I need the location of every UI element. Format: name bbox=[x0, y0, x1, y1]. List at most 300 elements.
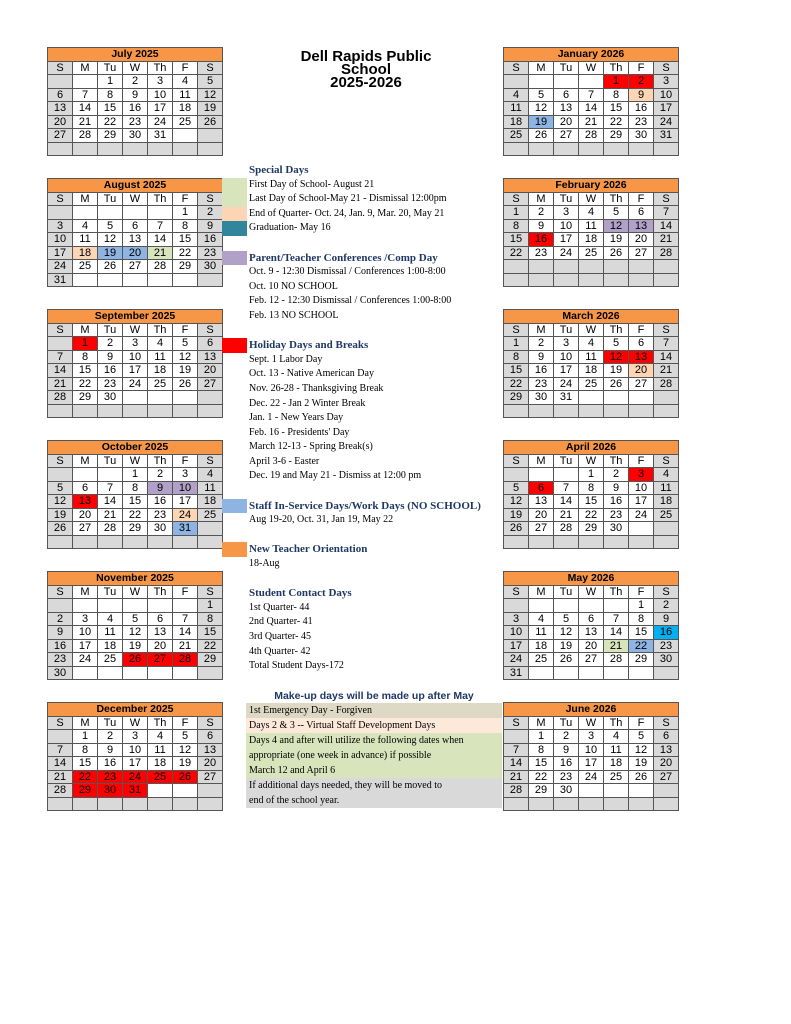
week-row bbox=[48, 377, 223, 391]
day-cell: 24 bbox=[579, 770, 604, 784]
title-line-1: Dell Rapids Public bbox=[300, 48, 432, 65]
day-cell: 26 bbox=[48, 522, 73, 536]
week-row bbox=[504, 337, 679, 351]
weekday-header: Tu bbox=[98, 454, 123, 468]
legend-swatch bbox=[222, 178, 247, 193]
empty-cell bbox=[123, 273, 148, 287]
empty-cell bbox=[604, 797, 629, 811]
day-cell: 2 bbox=[148, 468, 173, 482]
week-row bbox=[504, 508, 679, 522]
week-row bbox=[504, 612, 679, 626]
legend-text: Special Days bbox=[249, 164, 309, 176]
day-cell: 10 bbox=[123, 350, 148, 364]
empty-cell bbox=[629, 797, 654, 811]
day-cell: 4 bbox=[173, 75, 198, 89]
day-cell: 16 bbox=[529, 233, 554, 247]
day-cell: 6 bbox=[73, 481, 98, 495]
legend-item bbox=[222, 192, 502, 207]
legend-text: New Teacher Orientation bbox=[249, 543, 368, 556]
weekday-header: W bbox=[579, 192, 604, 206]
day-cell: 25 bbox=[604, 770, 629, 784]
day-cell: 21 bbox=[554, 508, 579, 522]
day-cell: 19 bbox=[173, 364, 198, 378]
weekday-header: M bbox=[529, 192, 554, 206]
day-cell: 26 bbox=[173, 770, 198, 784]
empty-cell bbox=[198, 784, 223, 798]
legend-text: Oct. 10 NO SCHOOL bbox=[249, 280, 338, 292]
week-row bbox=[48, 404, 223, 418]
week-row bbox=[48, 337, 223, 351]
day-cell: 14 bbox=[654, 350, 679, 364]
month-calendar bbox=[503, 47, 679, 156]
legend-text: Parent/Teacher Conferences /Comp Day bbox=[249, 251, 438, 264]
day-cell: 5 bbox=[173, 730, 198, 744]
legend-text: Dec. 19 and May 21 - Dismiss at 12:00 pm bbox=[249, 470, 422, 482]
day-cell: 25 bbox=[654, 508, 679, 522]
week-row bbox=[504, 666, 679, 680]
week-row bbox=[48, 206, 223, 220]
day-cell: 24 bbox=[654, 115, 679, 129]
week-row bbox=[48, 481, 223, 495]
day-cell: 26 bbox=[98, 260, 123, 274]
weekday-header: M bbox=[73, 716, 98, 730]
title-line-3: 2025-2026 bbox=[330, 74, 402, 91]
day-cell: 22 bbox=[123, 508, 148, 522]
weekday-header: S bbox=[198, 192, 223, 206]
week-row bbox=[48, 639, 223, 653]
weekday-header: Tu bbox=[554, 323, 579, 337]
day-cell: 25 bbox=[173, 115, 198, 129]
weekday-header: F bbox=[173, 323, 198, 337]
day-cell: 16 bbox=[98, 757, 123, 771]
empty-cell bbox=[604, 391, 629, 405]
day-cell: 5 bbox=[173, 337, 198, 351]
legend-heading bbox=[222, 586, 502, 601]
day-cell: 16 bbox=[604, 495, 629, 509]
day-cell: 17 bbox=[73, 639, 98, 653]
day-cell: 22 bbox=[579, 508, 604, 522]
day-cell: 18 bbox=[148, 364, 173, 378]
day-cell: 6 bbox=[579, 612, 604, 626]
month-title-december-2025: December 2025 bbox=[48, 703, 223, 717]
empty-cell bbox=[504, 730, 529, 744]
empty-cell bbox=[173, 599, 198, 613]
weekday-header: S bbox=[198, 585, 223, 599]
day-cell: 24 bbox=[73, 653, 98, 667]
weekday-header: F bbox=[629, 192, 654, 206]
day-cell: 23 bbox=[98, 377, 123, 391]
week-row bbox=[504, 730, 679, 744]
legend-item bbox=[222, 440, 502, 455]
day-cell: 10 bbox=[554, 219, 579, 233]
week-row bbox=[504, 404, 679, 418]
day-cell: 27 bbox=[48, 129, 73, 143]
day-cell: 9 bbox=[654, 612, 679, 626]
day-cell: 21 bbox=[654, 233, 679, 247]
empty-cell bbox=[629, 391, 654, 405]
day-cell: 2 bbox=[529, 206, 554, 220]
weekday-header: S bbox=[504, 716, 529, 730]
empty-cell bbox=[123, 599, 148, 613]
week-row bbox=[504, 206, 679, 220]
day-cell: 27 bbox=[73, 522, 98, 536]
week-row bbox=[504, 535, 679, 549]
day-cell: 20 bbox=[198, 364, 223, 378]
day-cell: 9 bbox=[198, 219, 223, 233]
legend-heading bbox=[222, 499, 502, 514]
empty-cell bbox=[198, 522, 223, 536]
week-row bbox=[504, 743, 679, 757]
day-cell: 11 bbox=[579, 219, 604, 233]
day-cell: 12 bbox=[198, 88, 223, 102]
day-cell: 28 bbox=[73, 129, 98, 143]
empty-cell bbox=[148, 535, 173, 549]
weekday-header: S bbox=[504, 454, 529, 468]
day-cell: 15 bbox=[504, 233, 529, 247]
day-cell: 5 bbox=[48, 481, 73, 495]
day-cell: 16 bbox=[98, 364, 123, 378]
empty-cell bbox=[98, 666, 123, 680]
day-cell: 4 bbox=[529, 612, 554, 626]
day-cell: 5 bbox=[198, 75, 223, 89]
day-cell: 22 bbox=[98, 115, 123, 129]
day-cell: 20 bbox=[198, 757, 223, 771]
day-cell: 19 bbox=[629, 757, 654, 771]
empty-cell bbox=[654, 142, 679, 156]
empty-cell bbox=[48, 797, 73, 811]
empty-cell bbox=[73, 142, 98, 156]
weekday-header: F bbox=[629, 585, 654, 599]
day-cell: 21 bbox=[579, 115, 604, 129]
empty-cell bbox=[98, 273, 123, 287]
day-cell: 27 bbox=[148, 653, 173, 667]
day-cell: 9 bbox=[529, 350, 554, 364]
day-cell: 23 bbox=[48, 653, 73, 667]
day-cell: 23 bbox=[604, 508, 629, 522]
day-cell: 12 bbox=[629, 743, 654, 757]
month-calendar bbox=[503, 702, 679, 811]
day-cell: 17 bbox=[554, 364, 579, 378]
legend-item bbox=[222, 397, 502, 412]
day-cell: 12 bbox=[554, 626, 579, 640]
day-cell: 4 bbox=[579, 337, 604, 351]
day-cell: 18 bbox=[173, 102, 198, 116]
day-cell: 3 bbox=[554, 206, 579, 220]
empty-cell bbox=[48, 206, 73, 220]
day-cell: 17 bbox=[654, 102, 679, 116]
weekday-header: M bbox=[73, 323, 98, 337]
day-cell: 14 bbox=[579, 102, 604, 116]
day-cell: 22 bbox=[629, 639, 654, 653]
day-cell: 1 bbox=[504, 337, 529, 351]
legend-text: Feb. 13 NO SCHOOL bbox=[249, 309, 339, 321]
day-cell: 31 bbox=[173, 522, 198, 536]
weekday-header: Tu bbox=[98, 716, 123, 730]
legend-text: Aug 19-20, Oct. 31, Jan 19, May 22 bbox=[249, 514, 394, 526]
month-calendar bbox=[47, 440, 223, 549]
weekday-header: S bbox=[504, 323, 529, 337]
day-cell: 12 bbox=[504, 495, 529, 509]
empty-cell bbox=[604, 784, 629, 798]
empty-cell bbox=[98, 142, 123, 156]
empty-cell bbox=[554, 142, 579, 156]
empty-cell bbox=[73, 797, 98, 811]
day-cell: 17 bbox=[579, 757, 604, 771]
week-row bbox=[504, 599, 679, 613]
week-row bbox=[48, 364, 223, 378]
empty-cell bbox=[148, 142, 173, 156]
day-cell: 2 bbox=[629, 75, 654, 89]
day-cell: 7 bbox=[579, 88, 604, 102]
day-cell: 28 bbox=[554, 522, 579, 536]
day-cell: 6 bbox=[148, 612, 173, 626]
weekday-header: F bbox=[629, 61, 654, 75]
day-cell: 1 bbox=[529, 730, 554, 744]
day-cell: 20 bbox=[148, 639, 173, 653]
day-cell: 4 bbox=[148, 730, 173, 744]
day-cell: 23 bbox=[554, 770, 579, 784]
day-cell: 8 bbox=[579, 481, 604, 495]
empty-cell bbox=[73, 206, 98, 220]
empty-cell bbox=[654, 391, 679, 405]
day-cell: 29 bbox=[123, 522, 148, 536]
day-cell: 21 bbox=[173, 639, 198, 653]
week-row bbox=[48, 797, 223, 811]
school-title bbox=[266, 50, 466, 89]
day-cell: 19 bbox=[98, 246, 123, 260]
day-cell: 6 bbox=[554, 88, 579, 102]
day-cell: 18 bbox=[148, 757, 173, 771]
day-cell: 29 bbox=[629, 653, 654, 667]
title-line-2: School bbox=[340, 61, 391, 78]
day-cell: 29 bbox=[73, 784, 98, 798]
empty-cell bbox=[148, 784, 173, 798]
day-cell: 30 bbox=[654, 653, 679, 667]
day-cell: 2 bbox=[98, 730, 123, 744]
day-cell: 19 bbox=[48, 508, 73, 522]
day-cell: 5 bbox=[98, 219, 123, 233]
day-cell: 17 bbox=[173, 495, 198, 509]
week-row bbox=[504, 639, 679, 653]
day-cell: 18 bbox=[604, 757, 629, 771]
makeup-row: appropriate (one week in advance) if possible bbox=[246, 748, 502, 763]
day-cell: 4 bbox=[148, 337, 173, 351]
empty-cell bbox=[198, 797, 223, 811]
day-cell: 6 bbox=[629, 206, 654, 220]
empty-cell bbox=[579, 142, 604, 156]
week-row bbox=[504, 142, 679, 156]
legend-swatch bbox=[222, 192, 247, 207]
day-cell: 5 bbox=[604, 206, 629, 220]
day-cell: 23 bbox=[98, 770, 123, 784]
weekday-header: F bbox=[173, 716, 198, 730]
legend-text: 1st Quarter- 44 bbox=[249, 601, 310, 613]
weekday-header: W bbox=[579, 61, 604, 75]
day-cell: 2 bbox=[123, 75, 148, 89]
empty-cell bbox=[529, 468, 554, 482]
day-cell: 27 bbox=[198, 377, 223, 391]
weekday-header: S bbox=[48, 716, 73, 730]
day-cell: 26 bbox=[604, 246, 629, 260]
empty-cell bbox=[579, 260, 604, 274]
day-cell: 12 bbox=[173, 350, 198, 364]
empty-cell bbox=[554, 273, 579, 287]
weekday-header: W bbox=[123, 61, 148, 75]
day-cell: 30 bbox=[148, 522, 173, 536]
day-cell: 9 bbox=[554, 743, 579, 757]
legend-item bbox=[222, 601, 502, 616]
month-calendar bbox=[503, 440, 679, 549]
day-cell: 21 bbox=[654, 364, 679, 378]
week-row bbox=[48, 115, 223, 129]
empty-cell bbox=[579, 666, 604, 680]
empty-cell bbox=[579, 391, 604, 405]
day-cell: 16 bbox=[529, 364, 554, 378]
legend-heading bbox=[222, 163, 502, 178]
weekday-header: S bbox=[654, 323, 679, 337]
weekday-header: S bbox=[48, 323, 73, 337]
day-cell: 31 bbox=[123, 784, 148, 798]
empty-cell bbox=[48, 599, 73, 613]
day-cell: 5 bbox=[529, 88, 554, 102]
day-cell: 12 bbox=[98, 233, 123, 247]
empty-cell bbox=[198, 391, 223, 405]
empty-cell bbox=[604, 142, 629, 156]
day-cell: 16 bbox=[654, 626, 679, 640]
day-cell: 13 bbox=[73, 495, 98, 509]
day-cell: 8 bbox=[73, 350, 98, 364]
day-cell: 21 bbox=[48, 377, 73, 391]
day-cell: 20 bbox=[654, 757, 679, 771]
day-cell: 6 bbox=[654, 730, 679, 744]
day-cell: 13 bbox=[554, 102, 579, 116]
week-row bbox=[48, 88, 223, 102]
day-cell: 24 bbox=[629, 508, 654, 522]
day-cell: 21 bbox=[604, 639, 629, 653]
makeup-notes bbox=[246, 703, 502, 808]
day-cell: 19 bbox=[529, 115, 554, 129]
weekday-header: S bbox=[654, 192, 679, 206]
day-cell: 17 bbox=[148, 102, 173, 116]
legend-text: Feb. 12 - 12:30 Dismissal / Conferences 1:00-8:00 bbox=[249, 295, 452, 307]
day-cell: 24 bbox=[48, 260, 73, 274]
week-row bbox=[48, 784, 223, 798]
empty-cell bbox=[123, 206, 148, 220]
day-cell: 12 bbox=[604, 219, 629, 233]
day-cell: 14 bbox=[604, 626, 629, 640]
day-cell: 13 bbox=[629, 219, 654, 233]
week-row bbox=[504, 391, 679, 405]
day-cell: 29 bbox=[198, 653, 223, 667]
weekday-header: Tu bbox=[554, 585, 579, 599]
week-row bbox=[504, 260, 679, 274]
day-cell: 31 bbox=[654, 129, 679, 143]
legend-item bbox=[222, 236, 502, 251]
legend-item bbox=[222, 309, 502, 324]
day-cell: 29 bbox=[173, 260, 198, 274]
day-cell: 22 bbox=[173, 246, 198, 260]
weekday-header: Th bbox=[604, 716, 629, 730]
empty-cell bbox=[554, 535, 579, 549]
day-cell: 2 bbox=[98, 337, 123, 351]
day-cell: 8 bbox=[73, 743, 98, 757]
month-calendar bbox=[47, 571, 223, 680]
day-cell: 19 bbox=[604, 364, 629, 378]
week-row bbox=[48, 219, 223, 233]
legend-item bbox=[222, 572, 502, 587]
day-cell: 30 bbox=[48, 666, 73, 680]
day-cell: 28 bbox=[48, 784, 73, 798]
legend-text: Oct. 13 - Native American Day bbox=[249, 368, 374, 380]
legend-heading bbox=[222, 338, 502, 353]
day-cell: 13 bbox=[579, 626, 604, 640]
day-cell: 14 bbox=[73, 102, 98, 116]
day-cell: 23 bbox=[654, 639, 679, 653]
legend-text: Staff In-Service Days/Work Days (NO SCHOOL) bbox=[249, 499, 481, 512]
day-cell: 20 bbox=[73, 508, 98, 522]
empty-cell bbox=[198, 273, 223, 287]
empty-cell bbox=[198, 666, 223, 680]
day-cell: 12 bbox=[529, 102, 554, 116]
empty-cell bbox=[579, 535, 604, 549]
day-cell: 12 bbox=[48, 495, 73, 509]
week-row bbox=[48, 612, 223, 626]
legend-item bbox=[222, 426, 502, 441]
day-cell: 27 bbox=[579, 653, 604, 667]
day-cell: 16 bbox=[629, 102, 654, 116]
legend-heading bbox=[222, 542, 502, 557]
legend-text: Sept. 1 Labor Day bbox=[249, 353, 323, 365]
legend-text: Jan. 1 - New Years Day bbox=[249, 412, 344, 424]
month-calendar bbox=[503, 178, 679, 287]
makeup-row: end of the school year. bbox=[246, 793, 502, 808]
weekday-header: M bbox=[529, 716, 554, 730]
empty-cell bbox=[123, 142, 148, 156]
empty-cell bbox=[98, 468, 123, 482]
day-cell: 18 bbox=[73, 246, 98, 260]
day-cell: 27 bbox=[529, 522, 554, 536]
day-cell: 10 bbox=[48, 233, 73, 247]
day-cell: 8 bbox=[629, 612, 654, 626]
empty-cell bbox=[529, 599, 554, 613]
day-cell: 22 bbox=[529, 770, 554, 784]
empty-cell bbox=[529, 260, 554, 274]
day-cell: 3 bbox=[554, 337, 579, 351]
weekday-header: Tu bbox=[554, 716, 579, 730]
day-cell: 15 bbox=[73, 364, 98, 378]
day-cell: 13 bbox=[654, 743, 679, 757]
empty-cell bbox=[629, 260, 654, 274]
day-cell: 15 bbox=[629, 626, 654, 640]
empty-cell bbox=[629, 666, 654, 680]
day-cell: 24 bbox=[123, 770, 148, 784]
day-cell: 7 bbox=[604, 612, 629, 626]
day-cell: 6 bbox=[48, 88, 73, 102]
weekday-header: W bbox=[123, 716, 148, 730]
empty-cell bbox=[173, 784, 198, 798]
day-cell: 26 bbox=[504, 522, 529, 536]
day-cell: 5 bbox=[604, 337, 629, 351]
empty-cell bbox=[123, 404, 148, 418]
day-cell: 14 bbox=[554, 495, 579, 509]
day-cell: 1 bbox=[579, 468, 604, 482]
legend-item bbox=[222, 484, 502, 499]
day-cell: 1 bbox=[73, 730, 98, 744]
empty-cell bbox=[173, 273, 198, 287]
weekday-header: Th bbox=[604, 61, 629, 75]
empty-cell bbox=[98, 797, 123, 811]
day-cell: 27 bbox=[629, 246, 654, 260]
